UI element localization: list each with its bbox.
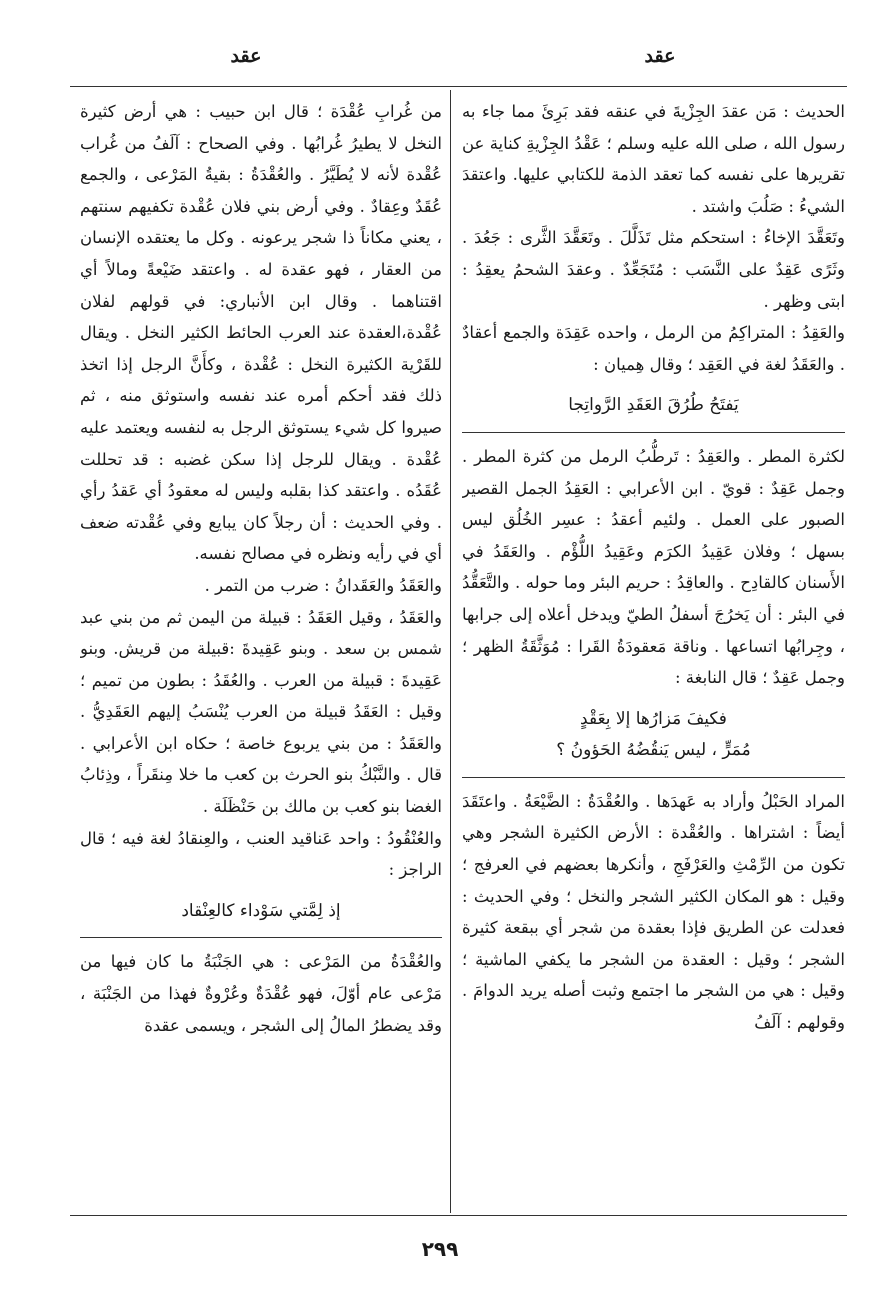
right-paragraph-2: وتَعَقَّدَ الإخاءُ : استحكم مثل تَذَلَّلَ . وتَعَقَّدَ الثَّرى : جَعُدَ . وثَرًى عَقِدٌ على النَّسَب : مُتَجَعِّدٌ . وعقدَ الشحمُ يعقِدُ : ابتى وظهر .	[462, 228, 845, 311]
running-headword-left: عقد	[230, 45, 262, 67]
verse-line: يَفتَحُ طُرُقَ العَقَدِ الرَّواتِجا	[568, 395, 739, 416]
verse-block-nabigha	[462, 704, 845, 767]
section-rule	[462, 777, 845, 778]
column-divider	[450, 90, 451, 1213]
right-paragraph-4: لكثرة المطر . والعَقِدُ : تَرطُّبُ الرمل من كثرة المطر . وجمل عَقِدٌ : قويّ . ابن الأعرابي : العَقِدُ الجمل القصير الصبور على العمل . ولئيم أعقدُ : عسِر الخُلُق ليس بسهل ؛ وفلان عَقِيدُ الكرَم وعَقِيدُ اللُّؤْم . والعَقَدُ في الأَسنان كالقادِح . والعاقِدُ : حريم البئر وما حوله . والتَّعَقُّدُ في البئر : أن يَخرُجَ أسفلُ الطيّ ويدخل أعلاه إلى جرابها ، وجِرابُها اتساعها . وناقة مَعقودَةُ القَرا : مُوَثَّقَةُ الظهر ؛ وجمل عَقِدٌ ؛ قال النابغة :	[462, 446, 845, 688]
left-paragraph-5: والعُقْدَةُ من المَرْعى : هي الجَنْبَةُ ما كان فيها من مَرْعى عام أوّلَ، فهو عُقْدَةٌ وعُرْوةٌ فهذا من الجَنْبَة ، وقد يضطرُ المالُ إلى الشجر ، ويسمى عقدة	[80, 952, 442, 1035]
right-paragraph-5: المراد الحَبْلُ وأراد به عَهدَها . والعُقْدَةُ : الضَّيْعَةُ . واعتَقَدَ أيضاً : اشتراها . والعُقْدة : الأرض الكثيرة الشجر وهي تكون من الرِّمْثِ والعَرْفَجِ ، وأنكرها بعضهم في العرفج ؛ وقيل : هو المكان الكثير الشجر والنخل ؛ وفي الحديث : فعدلت عن الطريق فإذا بعقدة من شجر أي ببقعة كثيرة الشجر ؛ وقيل : العقدة من الشجر ما يكفي الماشية ؛ وقيل : هي من الشجر ما اجتمع وثبت أصله يريد الدوامَ . وقولهم : آلَفُ	[462, 791, 845, 1033]
left-paragraph-2: والعَقَدُ والعَقَدانُ : ضرب من التمر .	[204, 575, 442, 595]
footer-rule	[70, 1215, 847, 1216]
left-paragraph-1: من غُرابِ عُقْدَة ؛ قال ابن حبيب : هي أرض كثيرة النخل لا يطيرُ غُرابُها . وفي الصحاح : آلَفُ من غُراب عُقْدة لأنه لا يُطَيَّرُ . والعُقْدَةُ : بقيةُ المَرْعى ، والجمع عُقَدٌ وعِقادٌ . وفي أرض بني فلان عُقْدة تكفيهم سنتهم ، يعني مكاناً ذا شجر يرعونه . وكل ما يعتقده الإنسان من العقار ، فهو عقدة له . واعتقد ضَيْعةً ومالاً أي اقتناهما . وقال ابن الأنباري: في قولهم لفلان عُقْدة،العقدة عند العرب الحائط الكثير النخل . ويقال للقَرْية الكثيرة النخل : عُقْدة ، وكأَنَّ الرجل إذا اتخذ ذلك فقد أحكم أمره عند نفسه واستوثق منه ، ثم صيروا كل شيء يستوثق الرجل به لنفسه ويعتمد عليه عُقْدة . ويقال للرجل إذا سكن غضبه : قد تحللت عُقَدُه . واعتقد كذا بقلبه وليس له معقودُ أي عَقدُ رأي . وفي الحديث : أن رجلاً كان يبايع وفي عُقْدته ضعف أي في رأيه ونظره في مصالح نفسه.	[80, 102, 442, 564]
right-column	[462, 96, 845, 1208]
verse-line: فكيفَ مَزارُها إلا بِعَقْدٍ	[580, 708, 727, 729]
header-rule	[70, 86, 847, 87]
left-paragraph-4: والعُنْقُودُ : واحد عَناقيد العنب ، والعِنقادُ لغة فيه ؛ قال الراجز :	[80, 828, 442, 880]
section-rule	[80, 937, 442, 938]
section-rule	[462, 432, 845, 433]
verse-block-rajiz	[80, 896, 442, 928]
left-paragraph-3: والعَقَدُ ، وقيل العَقَدُ : قبيلة من اليمن ثم من بني عبد شمس بن سعد . وبنو عَقِيدةَ :قبيلة من قريش. وبنو عَقِيدةَ : قبيلة من العرب . والعُقَدُ : بطون من تميم ؛ وقيل : العَقَدُ قبيلة من العرب يُنْسَبُ إليهم العَقَدِيُّ . والعَقَدُ : من بني يربوع خاصة ؛ حكاه ابن الأعرابي . قال . والنَّبْكُ بنو الحرث بن كعب ما خلا مِنقَراً ، وذِئابُ الغضا بنو كعب بن مالك بن حَنْظَلَة .	[80, 607, 442, 817]
verse-block-hamyan	[462, 390, 845, 422]
right-paragraph-1: الحديث : مَن عقدَ الجِزْيةَ في عنقه فقد بَرِئَ مما جاء به رسول الله ، صلى الله عليه وسلم ؛ عَقْدُ الجِزْيةِ كناية عن تقريرها على نفسه كما تعقد الذمة للكتابي عليها. واعتقدَ الشيءُ : صَلُبَ واشتد .	[462, 102, 845, 216]
right-paragraph-3: والعَقِدُ : المتراكِمُ من الرمل ، واحده عَقِدَة والجمع أعقادٌ . والعَقَدُ لغة في العَقِد ؛ وقال هِميان :	[462, 323, 845, 374]
left-column	[80, 96, 442, 1208]
running-headword-right: عقد	[644, 45, 676, 67]
verse-line: إذ لِمَّتي سَوْداء كالعِنْقاد	[181, 900, 341, 921]
page-number: ٢٩٩	[421, 1237, 459, 1261]
verse-line: مُمَرٍّ ، ليس يَنقُضُهُ الحَؤونُ ؟	[556, 740, 751, 761]
